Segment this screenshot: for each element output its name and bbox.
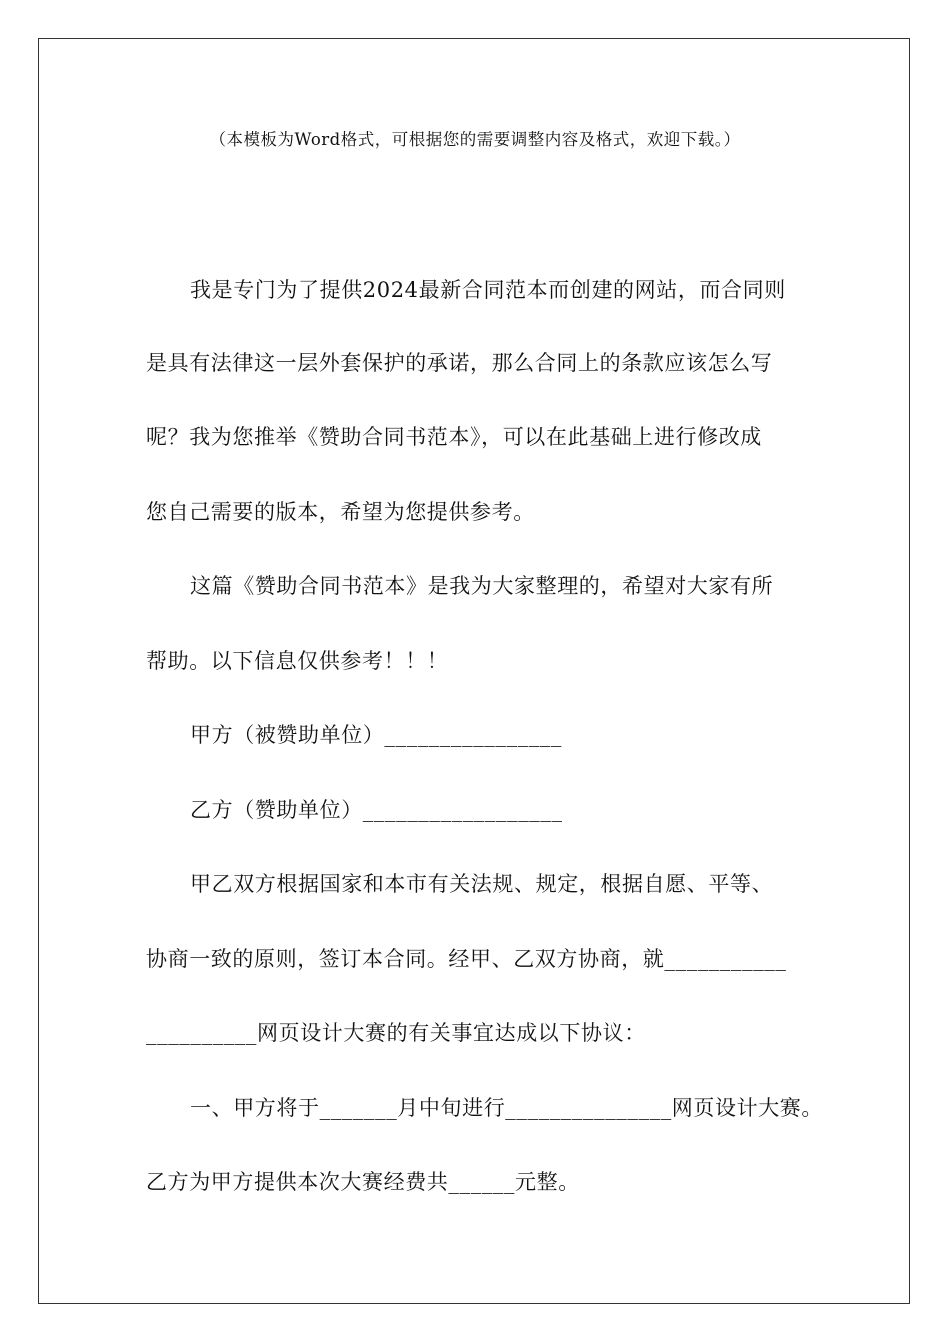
intro-paragraph-line-1: 我是专门为了提供2024最新合同范本而创建的网站，而合同则 (190, 278, 786, 302)
party-b-line: 乙方（赞助单位）__________________ (190, 798, 563, 822)
intro-paragraph-line-3: 呢？我为您推举《赞助合同书范本》，可以在此基础上进行修改成 (146, 425, 762, 449)
template-note: （本模板为Word格式，可根据您的需要调整内容及格式，欢迎下载。） (209, 130, 741, 149)
agreement-paragraph-line-3: __________网页设计大赛的有关事宜达成以下协议： (146, 1021, 646, 1045)
second-paragraph-line-1: 这篇《赞助合同书范本》是我为大家整理的，希望对大家有所 (190, 574, 774, 598)
clause-one-line-2: 乙方为甲方提供本次大赛经费共______元整。 (146, 1170, 580, 1194)
agreement-paragraph-line-2: 协商一致的原则，签订本合同。经甲、乙双方协商，就___________ (146, 947, 787, 971)
agreement-paragraph-line-1: 甲乙双方根据国家和本市有关法规、规定，根据自愿、平等、 (190, 872, 774, 896)
intro-paragraph-line-4: 您自己需要的版本，希望为您提供参考。 (146, 500, 535, 524)
intro-paragraph-line-2: 是具有法律这一层外套保护的承诺，那么合同上的条款应该怎么写 (146, 351, 773, 375)
second-paragraph-line-2: 帮助。以下信息仅供参考！！！ (146, 649, 449, 673)
party-a-line: 甲方（被赞助单位）________________ (190, 723, 562, 747)
clause-one-line-1: 一、甲方将于_______月中旬进行_______________网页设计大赛。 (190, 1096, 823, 1120)
